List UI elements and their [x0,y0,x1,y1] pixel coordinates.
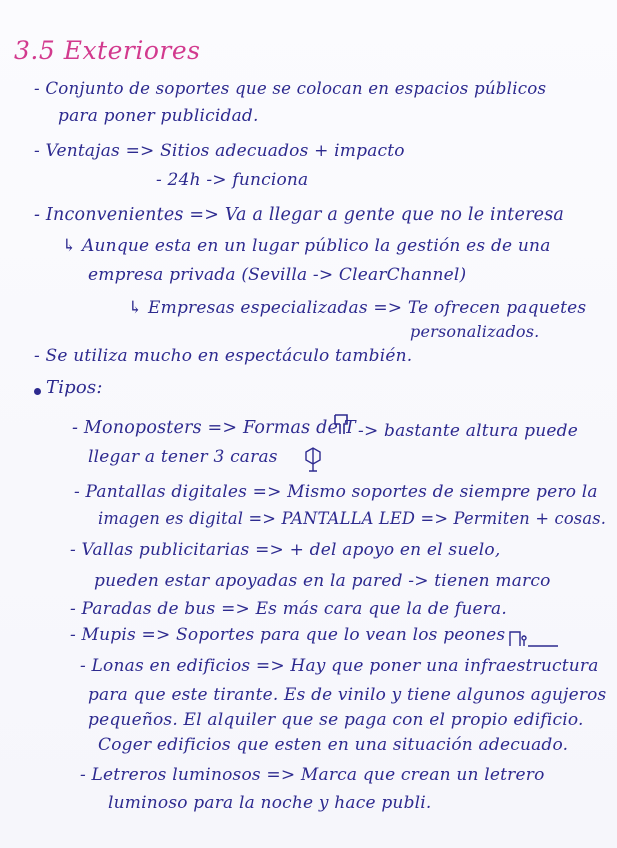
intro-line-2: para poner publicidad. [58,106,259,126]
inconvenientes-line-1: - Inconvenientes => Va a llegar a gente que no le interesa [34,205,565,225]
monoposters-line-1b: -> bastante altura puede [358,421,578,441]
inconvenientes-line-2: ↳ Aunque esta en un lugar público la gestión es de una [62,236,551,256]
page-title: 3.5 Exteriores [14,36,201,65]
vallas-line-1: - Vallas publicitarias => + del apoyo en el suelo, [70,540,501,560]
lonas-line-4: Coger edificios que esten en una situación adecuado. [98,735,569,755]
letreros-line-2: luminoso para la noche y hace publi. [108,793,432,813]
tipos-heading: Tipos: [46,377,103,398]
vallas-line-2: pueden estar apoyadas en la pared -> tienen marco [94,571,551,591]
t-shape-icon [332,412,352,436]
pantallas-line-1: - Pantallas digitales => Mismo soportes de siempre pero la [74,482,598,502]
inconvenientes-line-3: empresa privada (Sevilla -> ClearChannel) [88,265,467,285]
three-sided-sign-icon [302,446,324,472]
lonas-line-2: para que este tirante. Es de vinilo y tiene algunos agujeros [88,685,607,705]
espectaculo-line: - Se utiliza mucho en espectáculo también. [34,346,413,366]
ventajas-line-1: - Ventajas => Sitios adecuados + impacto [34,141,405,161]
lonas-line-1: - Lonas en edificios => Hay que poner una infraestructura [80,656,599,676]
inconvenientes-line-4: ↳ Empresas especializadas => Te ofrecen paquetes [128,298,587,318]
tipos-bullet [34,388,41,395]
pantallas-line-2: imagen es digital => PANTALLA LED => Permiten + cosas. [98,509,607,529]
monoposters-line-2: llegar a tener 3 caras [88,447,278,467]
lonas-line-3: pequeños. El alquiler que se paga con el propio edificio. [88,710,584,730]
intro-line-1: - Conjunto de soportes que se colocan en espacios públicos [34,79,547,99]
mupi-sketch-icon [506,628,562,650]
letreros-line-1: - Letreros luminosos => Marca que crean un letrero [80,765,545,785]
monoposters-line-1: - Monoposters => Formas de T [72,418,356,438]
ventajas-line-2: - 24h -> funciona [156,170,309,190]
mupis-line: - Mupis => Soportes para que lo vean los peones [70,625,506,645]
paradas-line: - Paradas de bus => Es más cara que la de fuera. [70,599,507,619]
inconvenientes-line-5: personalizados. [410,322,540,341]
